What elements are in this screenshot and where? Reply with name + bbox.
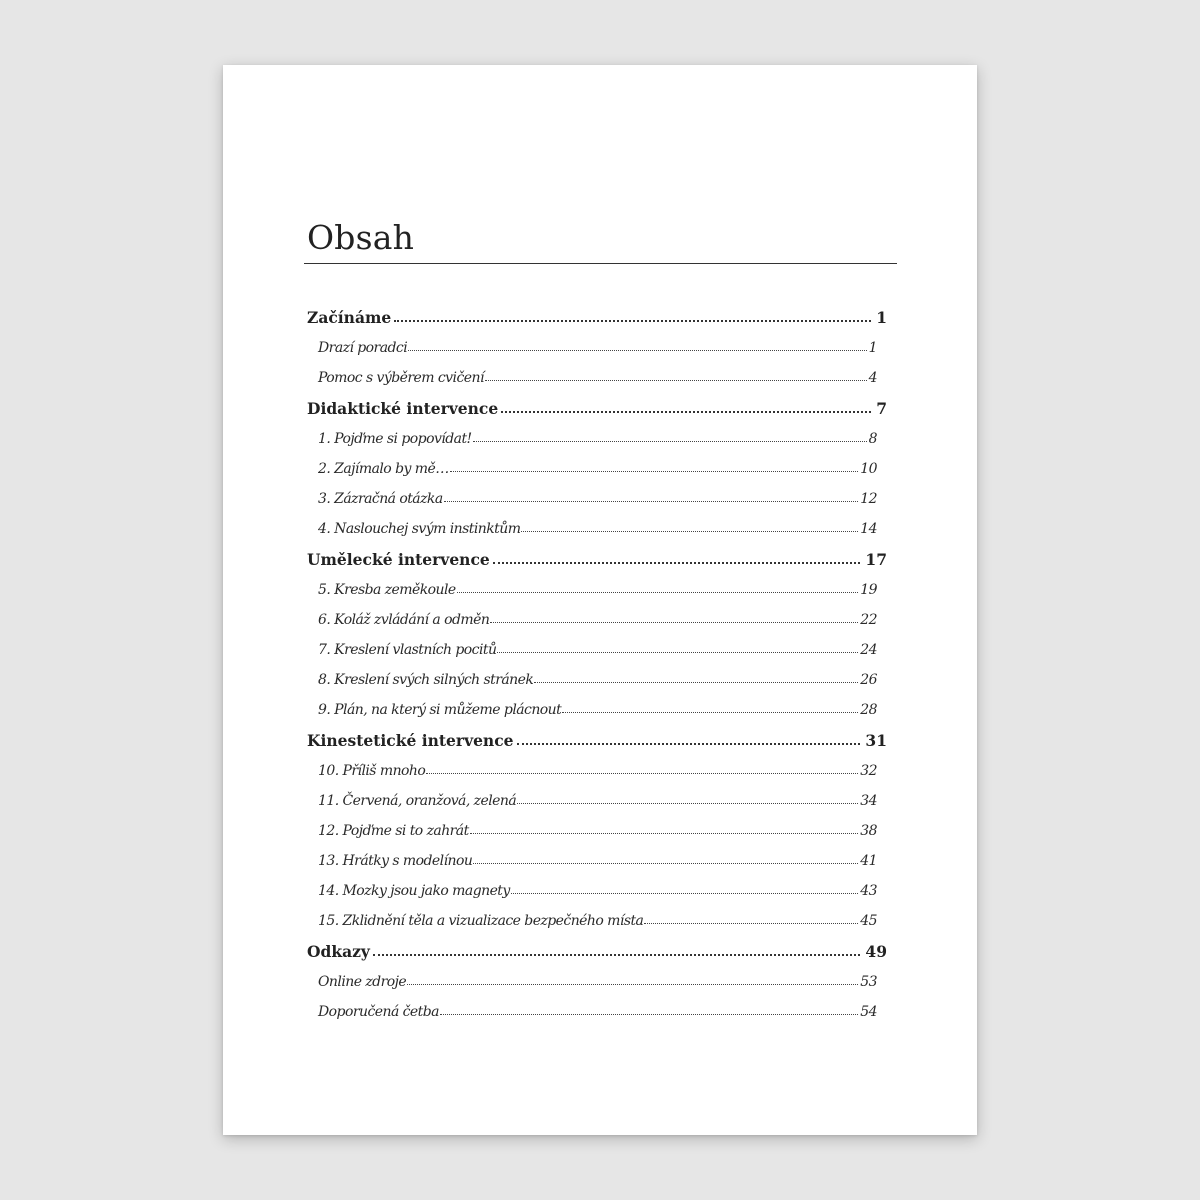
toc-entry-title: Odkazy <box>307 942 370 961</box>
toc-entry-title: Drazí poradci <box>318 340 408 356</box>
toc-section-entry[interactable] <box>307 514 887 544</box>
dot-leader <box>485 379 867 381</box>
toc-page-number: 17 <box>865 550 887 569</box>
toc-page-number: 45 <box>860 913 877 929</box>
toc-page-number: 12 <box>860 491 877 507</box>
toc-section-entry[interactable] <box>307 846 887 876</box>
toc-page-number: 28 <box>860 702 877 718</box>
dot-leader <box>644 922 858 924</box>
toc-page-number: 54 <box>860 1004 877 1020</box>
toc-page-number: 22 <box>860 612 877 628</box>
dot-leader <box>521 530 858 532</box>
toc-section-entry[interactable] <box>307 635 887 665</box>
toc-entry-title: Umělecké intervence <box>307 550 490 569</box>
toc-entry-title: Pomoc s výběrem cvičení <box>318 370 484 386</box>
toc-entry-title: Didaktické intervence <box>307 399 499 418</box>
toc-page-number: 43 <box>860 883 877 899</box>
toc-entry-title: Začínáme <box>307 308 392 327</box>
toc-entry-title: 2. Zajímalo by mě… <box>318 461 449 477</box>
toc-entry-title: 1. Pojďme si popovídat! <box>318 431 472 447</box>
toc-entry-title: 14. Mozky jsou jako magnety <box>318 883 510 899</box>
toc-section-entry[interactable] <box>307 363 887 393</box>
toc-chapter-entry[interactable] <box>307 725 887 756</box>
toc-page-number: 34 <box>860 793 877 809</box>
dot-leader <box>440 1013 858 1015</box>
dot-leader <box>426 772 858 774</box>
toc-page-number: 4 <box>868 370 877 386</box>
toc-section-entry[interactable] <box>307 695 887 725</box>
toc-page-number: 1 <box>876 308 887 327</box>
toc-section-entry[interactable] <box>307 665 887 695</box>
toc-page-number: 7 <box>876 399 887 418</box>
toc-entry-title: Doporučená četba <box>318 1004 439 1020</box>
toc-entry-title: 8. Kreslení svých silných stránek <box>318 672 534 688</box>
dot-leader <box>450 470 859 472</box>
dot-leader <box>490 621 858 623</box>
toc-chapter-entry[interactable] <box>307 544 887 575</box>
dot-leader <box>501 409 871 413</box>
toc-page-number: 1 <box>868 340 877 356</box>
document-page <box>223 65 977 1135</box>
toc-entry-title: 4. Naslouchej svým instinktům <box>318 521 521 537</box>
dot-leader <box>534 681 858 683</box>
toc-entry-title: 3. Zázračná otázka <box>318 491 443 507</box>
toc-page-number: 31 <box>865 731 887 750</box>
toc-page-number: 41 <box>860 853 877 869</box>
dot-leader <box>497 651 858 653</box>
dot-leader <box>407 983 858 985</box>
toc-entry-title: 10. Příliš mnoho <box>318 763 426 779</box>
page-title: Obsah <box>307 218 415 257</box>
toc-section-entry[interactable] <box>307 333 887 363</box>
dot-leader <box>394 318 871 322</box>
dot-leader <box>511 892 859 894</box>
table-of-contents <box>307 302 887 1027</box>
toc-page-number: 14 <box>860 521 877 537</box>
toc-entry-title: 13. Hrátky s modelínou <box>318 853 473 869</box>
toc-section-entry[interactable] <box>307 876 887 906</box>
toc-page-number: 38 <box>860 823 877 839</box>
dot-leader <box>457 591 859 593</box>
toc-entry-title: Kinestetické intervence <box>307 731 514 750</box>
toc-page-number: 53 <box>860 974 877 990</box>
toc-page-number: 49 <box>865 942 887 961</box>
toc-section-entry[interactable] <box>307 756 887 786</box>
toc-page-number: 24 <box>860 642 877 658</box>
dot-leader <box>562 711 858 713</box>
toc-page-number: 10 <box>860 461 877 477</box>
toc-entry-title: 7. Kreslení vlastních pocitů <box>318 642 497 658</box>
toc-entry-title: Online zdroje <box>318 974 407 990</box>
dot-leader <box>444 500 859 502</box>
dot-leader <box>493 560 861 564</box>
toc-section-entry[interactable] <box>307 967 887 997</box>
toc-entry-title: 12. Pojďme si to zahrát <box>318 823 469 839</box>
toc-page-number: 19 <box>860 582 877 598</box>
toc-entry-title: 9. Plán, na který si můžeme plácnout <box>318 702 562 718</box>
toc-section-entry[interactable] <box>307 484 887 514</box>
toc-section-entry[interactable] <box>307 605 887 635</box>
dot-leader <box>473 862 858 864</box>
toc-chapter-entry[interactable] <box>307 936 887 967</box>
toc-chapter-entry[interactable] <box>307 302 887 333</box>
dot-leader <box>470 832 859 834</box>
dot-leader <box>517 741 861 745</box>
toc-entry-title: 5. Kresba zeměkoule <box>318 582 456 598</box>
title-underline <box>304 263 897 264</box>
toc-page-number: 32 <box>860 763 877 779</box>
toc-section-entry[interactable] <box>307 997 887 1027</box>
dot-leader <box>373 952 860 956</box>
toc-section-entry[interactable] <box>307 906 887 936</box>
toc-section-entry[interactable] <box>307 424 887 454</box>
toc-section-entry[interactable] <box>307 786 887 816</box>
toc-section-entry[interactable] <box>307 816 887 846</box>
toc-entry-title: 11. Červená, oranžová, zelená <box>318 793 517 809</box>
toc-page-number: 8 <box>868 431 877 447</box>
toc-section-entry[interactable] <box>307 575 887 605</box>
dot-leader <box>517 802 858 804</box>
toc-chapter-entry[interactable] <box>307 393 887 424</box>
toc-section-entry[interactable] <box>307 454 887 484</box>
toc-page-number: 26 <box>860 672 877 688</box>
toc-entry-title: 15. Zklidnění těla a vizualizace bezpečného místa <box>318 913 644 929</box>
toc-entry-title: 6. Koláž zvládání a odměn <box>318 612 490 628</box>
dot-leader <box>408 349 867 351</box>
dot-leader <box>473 440 867 442</box>
